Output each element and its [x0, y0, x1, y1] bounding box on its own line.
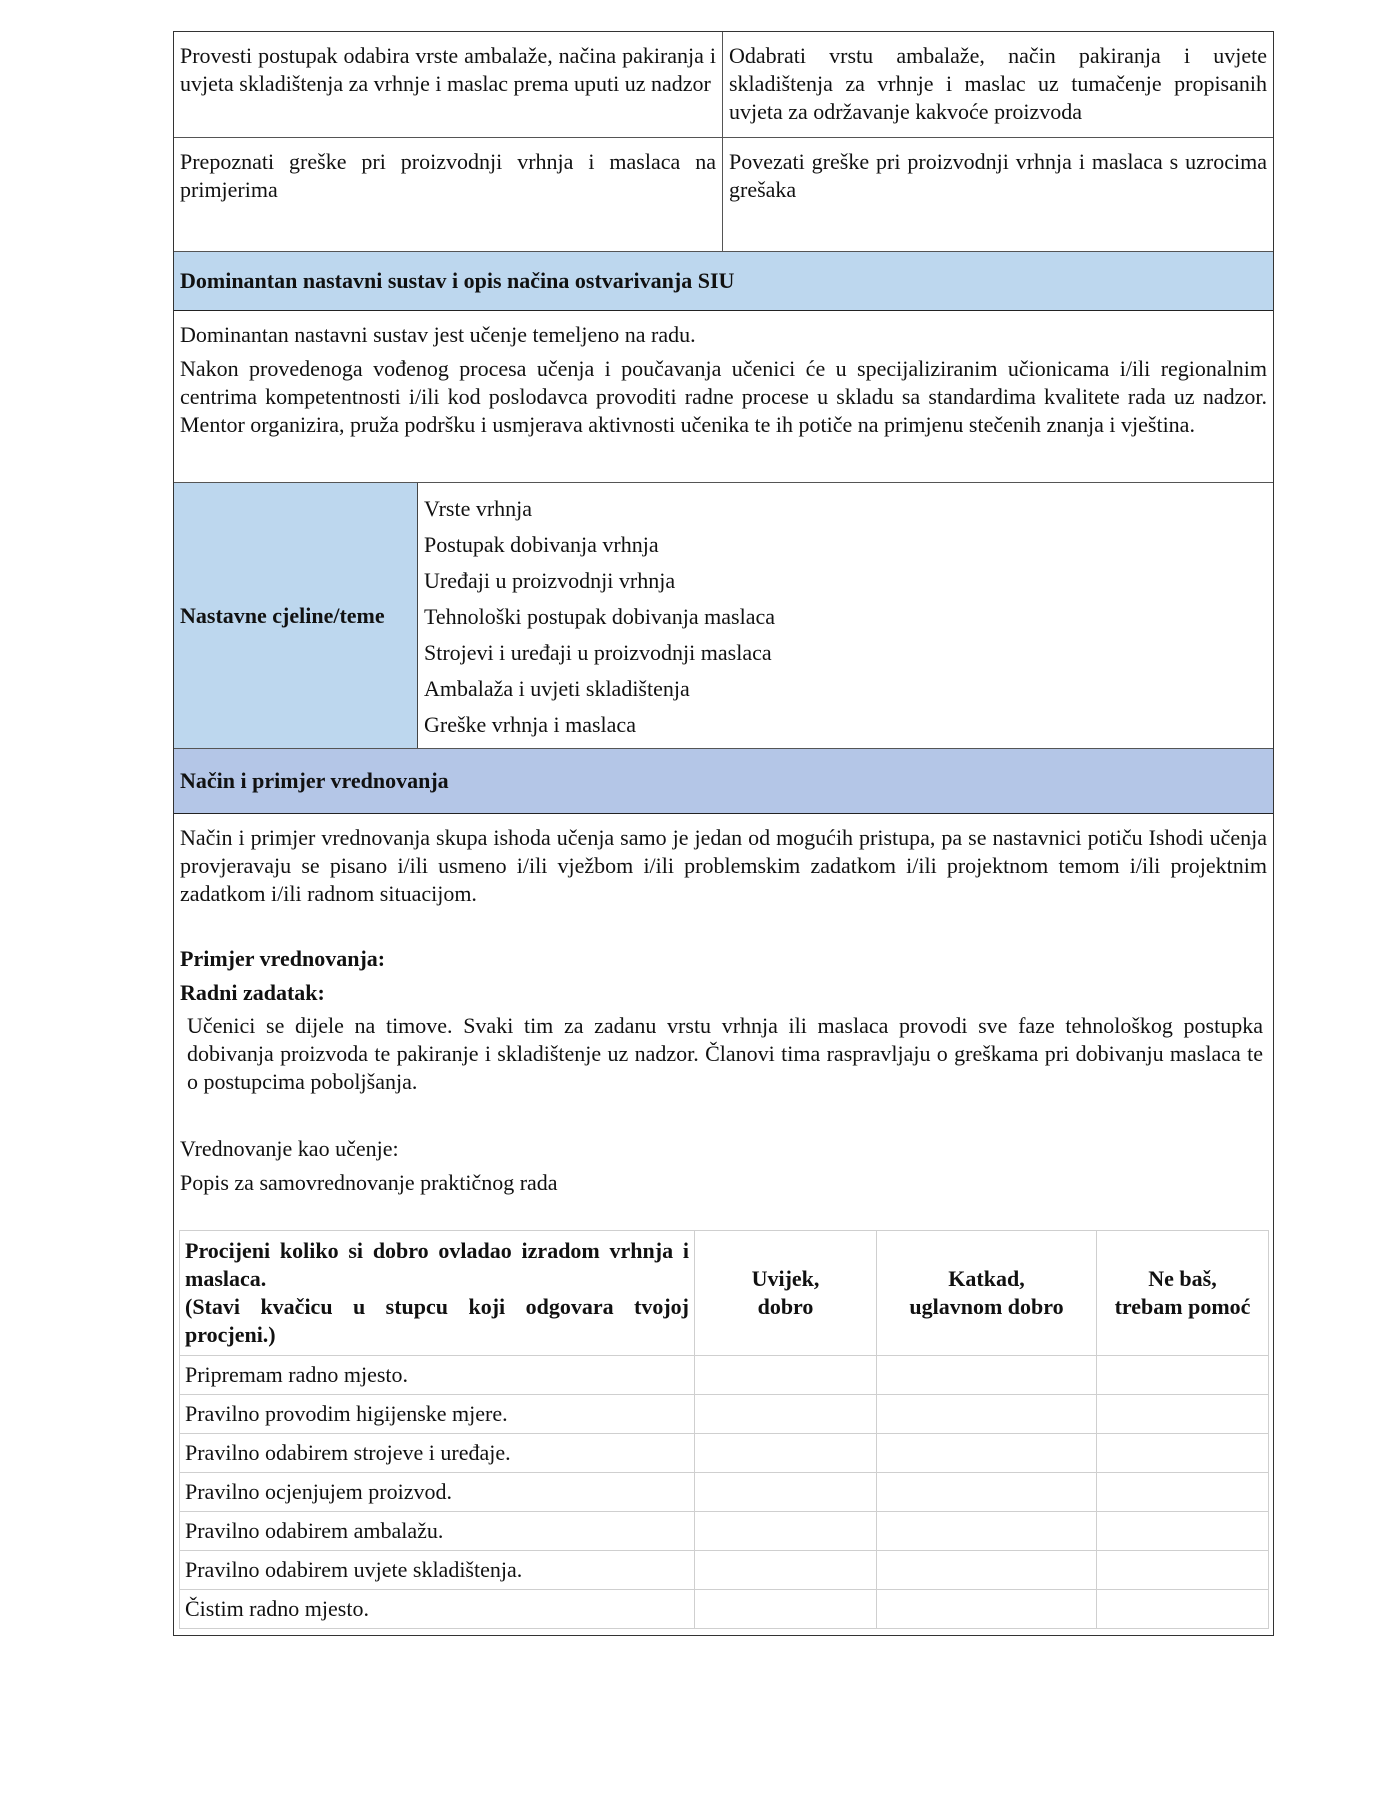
table-row	[180, 1590, 1269, 1629]
topic-item: Strojevi i uređaji u proizvodnji maslaca	[424, 640, 772, 665]
table-row	[180, 1551, 1269, 1590]
column-label: Ne baš,	[1148, 1266, 1217, 1291]
dominant-system-header: Dominantan nastavni sustav i opis načina ostvarivanja SIU	[174, 252, 1273, 311]
question-line2: (Stavi kvačicu u stupcu koji odgovara tvojoj procjeni.)	[185, 1294, 689, 1347]
dominant-system-body	[174, 311, 1273, 483]
column-label: dobro	[757, 1294, 814, 1319]
criterion-label: Pripremam radno mjesto.	[180, 1356, 695, 1395]
column-sometimes	[877, 1231, 1097, 1356]
topics-label: Nastavne cjeline/teme	[174, 483, 418, 748]
table-row	[180, 1356, 1269, 1395]
question-line1: Procijeni koliko si dobro ovladao izradom vrhnja i maslaca.	[185, 1238, 689, 1291]
topic-item: Vrste vrhnja	[424, 496, 533, 521]
outcome-sufficient: Provesti postupak odabira vrste ambalaže, načina pakiranja i uvjeta skladištenja za vrhnje i maslac prema uputi uz nadzor	[174, 32, 723, 137]
criterion-label: Pravilno ocjenjujem proizvod.	[180, 1473, 695, 1512]
topic-item: Postupak dobivanja vrhnja	[424, 532, 659, 557]
check-cell-sometimes[interactable]	[877, 1551, 1097, 1590]
topics-row	[174, 483, 1273, 749]
check-cell-always[interactable]	[695, 1512, 877, 1551]
check-cell-need-help[interactable]	[1097, 1395, 1269, 1434]
check-cell-need-help[interactable]	[1097, 1551, 1269, 1590]
outcome-excellent: Odabrati vrstu ambalaže, način pakiranja i uvjete skladištenja za vrhnje i maslac uz tumačenje propisanih uvjeta za održavanje kakvoće proizvoda	[729, 43, 1267, 124]
self-assessment-table	[179, 1230, 1269, 1629]
dominant-system-paragraph: Nakon provedenoga vođenog procesa učenja i poučavanja učenici će u specijaliziranim učionicama i/ili regionalnim centrima kompetentnosti i/ili kod poslodavca provoditi radne procese u skladu sa standardima kvalitete rada uz nadzor. Mentor organizira, pruža podršku i usmjerava aktivnosti učenika te ih potiče na primjenu stečenih znanja i vještina.	[180, 356, 1267, 437]
criterion-label: Pravilno odabirem strojeve i uređaje.	[180, 1434, 695, 1473]
table-row	[180, 1434, 1269, 1473]
criterion-label: Čistim radno mjesto.	[180, 1590, 695, 1629]
column-need-help	[1097, 1231, 1269, 1356]
check-cell-sometimes[interactable]	[877, 1356, 1097, 1395]
topics-list	[418, 483, 1273, 748]
evaluation-body	[174, 814, 1273, 1635]
column-label: Katkad,	[948, 1266, 1025, 1291]
criterion-label: Pravilno odabirem uvjete skladištenja.	[180, 1551, 695, 1590]
criterion-label: Pravilno odabirem ambalažu.	[180, 1512, 695, 1551]
topic-item: Uređaji u proizvodnji vrhnja	[424, 568, 676, 593]
check-cell-need-help[interactable]	[1097, 1434, 1269, 1473]
as-learning-label: Vrednovanje kao učenje:	[180, 1136, 399, 1161]
column-label: Uvijek,	[751, 1266, 820, 1291]
table-row	[180, 1395, 1269, 1434]
outcome-row	[174, 138, 1273, 252]
topic-item: Ambalaža i uvjeti skladištenja	[424, 676, 690, 701]
table-row	[180, 1512, 1269, 1551]
check-cell-sometimes[interactable]	[877, 1395, 1097, 1434]
check-cell-need-help[interactable]	[1097, 1473, 1269, 1512]
self-assessment-header-row	[180, 1231, 1269, 1356]
check-cell-always[interactable]	[695, 1590, 877, 1629]
check-cell-always[interactable]	[695, 1356, 877, 1395]
table-row	[180, 1473, 1269, 1512]
checklist-title: Popis za samovrednovanje praktičnog rada	[180, 1170, 558, 1195]
curriculum-table	[173, 31, 1274, 1636]
check-cell-always[interactable]	[695, 1434, 877, 1473]
check-cell-sometimes[interactable]	[877, 1512, 1097, 1551]
check-cell-always[interactable]	[695, 1395, 877, 1434]
check-cell-always[interactable]	[695, 1551, 877, 1590]
outcome-excellent: Povezati greške pri proizvodnji vrhnja i maslaca s uzrocima grešaka	[729, 149, 1267, 202]
outcome-sufficient: Prepoznati greške pri proizvodnji vrhnja i maslaca na primjerima	[174, 138, 723, 251]
dominant-system-text	[174, 311, 1273, 482]
check-cell-need-help[interactable]	[1097, 1512, 1269, 1551]
example-title: Primjer vrednovanja:	[180, 946, 386, 971]
task-title: Radni zadatak:	[180, 980, 325, 1005]
criterion-label: Pravilno provodim higijenske mjere.	[180, 1395, 695, 1434]
check-cell-need-help[interactable]	[1097, 1590, 1269, 1629]
check-cell-sometimes[interactable]	[877, 1473, 1097, 1512]
column-always	[695, 1231, 877, 1356]
question-header	[180, 1231, 695, 1356]
topic-item: Greške vrhnja i maslaca	[424, 712, 636, 737]
dominant-system-paragraph: Dominantan nastavni sustav jest učenje temeljeno na radu.	[180, 322, 696, 347]
outcome-row	[174, 32, 1273, 138]
check-cell-need-help[interactable]	[1097, 1356, 1269, 1395]
check-cell-sometimes[interactable]	[877, 1590, 1097, 1629]
evaluation-intro: Način i primjer vrednovanja skupa ishoda učenja samo je jedan od mogućih pristupa, pa se nastavnici potiču Ishodi učenja provjeravaju se pisano i/ili usmeno i/ili vježbom i/ili problemskim zadatkom i/ili projektnom temom i/ili projektnim zadatkom i/ili radnom situacijom.	[180, 825, 1267, 906]
column-label: trebam pomoć	[1114, 1294, 1251, 1319]
task-text: Učenici se dijele na timove. Svaki tim za zadanu vrstu vrhnja ili maslaca provodi sve faze tehnološkog postupka dobivanja proizvoda te pakiranje i skladištenje uz nadzor. Članovi tima raspravljaju o greškama pri dobivanju maslaca te o postupcima poboljšanja.	[187, 1013, 1263, 1094]
topic-item: Tehnološki postupak dobivanja maslaca	[424, 604, 775, 629]
evaluation-header: Način i primjer vrednovanja	[174, 749, 1273, 814]
check-cell-sometimes[interactable]	[877, 1434, 1097, 1473]
column-label: uglavnom dobro	[909, 1294, 1064, 1319]
check-cell-always[interactable]	[695, 1473, 877, 1512]
